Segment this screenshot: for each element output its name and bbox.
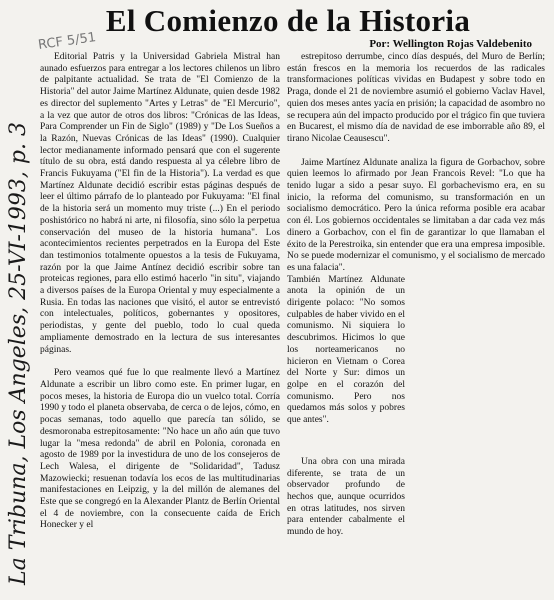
closing-block [287,457,405,539]
paragraph-closing: Una obra con una mirada diferente, se trata de un observador profundo de hechos que, aunque ocurridos en otras latitudes, nos sirven para entender cabalmente el mundo de hoy. [287,456,405,538]
article-byline: Por: Wellington Rojas Valdebenito [369,38,532,50]
paragraph-gorbachov: Jaime Martínez Aldunate analiza la figura de Gorbachov, sobre quien leemos lo afirmado por Jean Francois Revel: "Lo que ha tenido lugar a sido a pesar suyo. El gorbachevismo era, en su inicio, la reforma del comunismo, su transformación en un socialismo democrático. Pero la única reforma posible era acabar con él. Los gobiernos occidentales se limitaban a dar cada vez más dinero a Gorbachov, con el fin de garantizar lo que llamaban el éxito de la Perestroika, sin entender que era una empresa imposible. No se puede modernizar el comunismo, y el socialismo de mercado es una falacia". [287,157,545,273]
article-title: El Comienzo de la Historia [105,3,471,38]
narrow-quote-block [287,275,405,427]
paragraph-gap [287,146,545,158]
right-column [287,52,545,539]
paragraph-continuation: estrepitoso derrumbe, cinco días después, del Muro de Berlín; están frescos en la memoria los recuerdos de las radicales transformaciones políticas vividas en Budapest y sobre todo en Praga, donde el 21 de noviembre asumió el gobierno Vaclav Havel, quien dos meses antes yacía en prisión; la capacidad de asombro no se recupera aún del impacto producido por el trágico fin que tuviera en Bucarest, el mismo día de navidad de ese imborrable año 89, el tirano Nicolae Ceausescu". [287,52,545,144]
paragraph-polish-leader: También Martínez Aldunate anota la opinión de un dirigente polaco: "No somos culpables de haber vivido en el comunismo. Ni siquiera lo descubrimos. Hicimos lo que los norteamericanos no hicieron en Vietnam o Corea del Norte y Sur: dimos un golpe en el corazón del comunismo. Pero nos quedamos más solos y pobres que antes". [287,274,405,426]
handwritten-source-note: La Tribuna, Los Angeles, 25-VI-1993, p. 3 [6,122,31,585]
left-column [40,52,280,532]
paragraph-gap [40,356,280,368]
paragraph-intro: Editorial Patris y la Universidad Gabriela Mistral han aunado esfuerzos para entregar a los lectores chilenos un libro de palpitante actualidad. Se trata de "El Comienzo de la Historia" del autor Jaime Martínez Aldunate, quien desde 1982 es director del suplemento "Artes y Letras" de "El Mercurio", a la vez que autor de otros dos libros: "Crónicas de las Ideas, Para Comprender un Fin de Siglo" (1989) y "De Los Sueños a la Razón, Nuevas Crónicas de las Ideas" (1990). Cualquier lector medianamente informado pensará que con el sugerente título de su obra, está dando respuesta al ya célebre libro de Francis Fukuyama ("El fin de la Historia"). La verdad es que Martínez Aldunate decidió escribir estas páginas después de leer el último párrafo de lo planteado por Fukuyama: "El final de la historia será un momento muy triste (...) En el periodo poshistórico no habrá ni arte, ni filosofía, sino sólo la perpetua conservación del museo de la historia humana". Los acontecimientos recientes perpetrados en la Europa del Este dan testimonios totalmente opuestos a la tesis de Fukuyama, razón por la que Jaime Antínez decidió escribir sobre tan proteicas regiones, para ello estimó hacerlo "in situ", viajando a diversos países de la Europa Oriental y muy especialmente a Rusia. En todas las naciones que visitó, el autor se entrevistó con intelectuales, políticos, gobernantes y opositores, periodistas, y gente del pueblo, todo lo cual queda ampliamente demostrado en la lectura de sus interesantes páginas. [40,52,280,355]
paragraph-context: Pero veamos qué fue lo que realmente llevó a Martínez Aldunate a escribir un libro como este. En primer lugar, en pocos meses, la historia de Europa dio un vuelco total. Corría 1990 y todo el planeta observaba, de cerca o de lejos, cómo, en pocas semanas, todo aquello que parecía tan sólido, se desmoronaba estrepitosamente: "No hace un año aún que tuvo lugar la "mesa redonda" de abril en Polonia, coronada en agosto de 1989 por la investidura de uno de los consejeros de Lech Walesa, el dirigente de "Solidaridad", Tadusz Mazowiecki; resuenan todavía los ecos de las multitudinarias manifestaciones en Leipzig, y la del millón de alemanes del Este que se congregó en la Alexander Plantz de Berlín Oriental el 4 de noviembre, con la consecuente caída de Erich Honecker y el [40,368,280,531]
archive-code-stamp: RCF 5/51 [37,30,98,53]
